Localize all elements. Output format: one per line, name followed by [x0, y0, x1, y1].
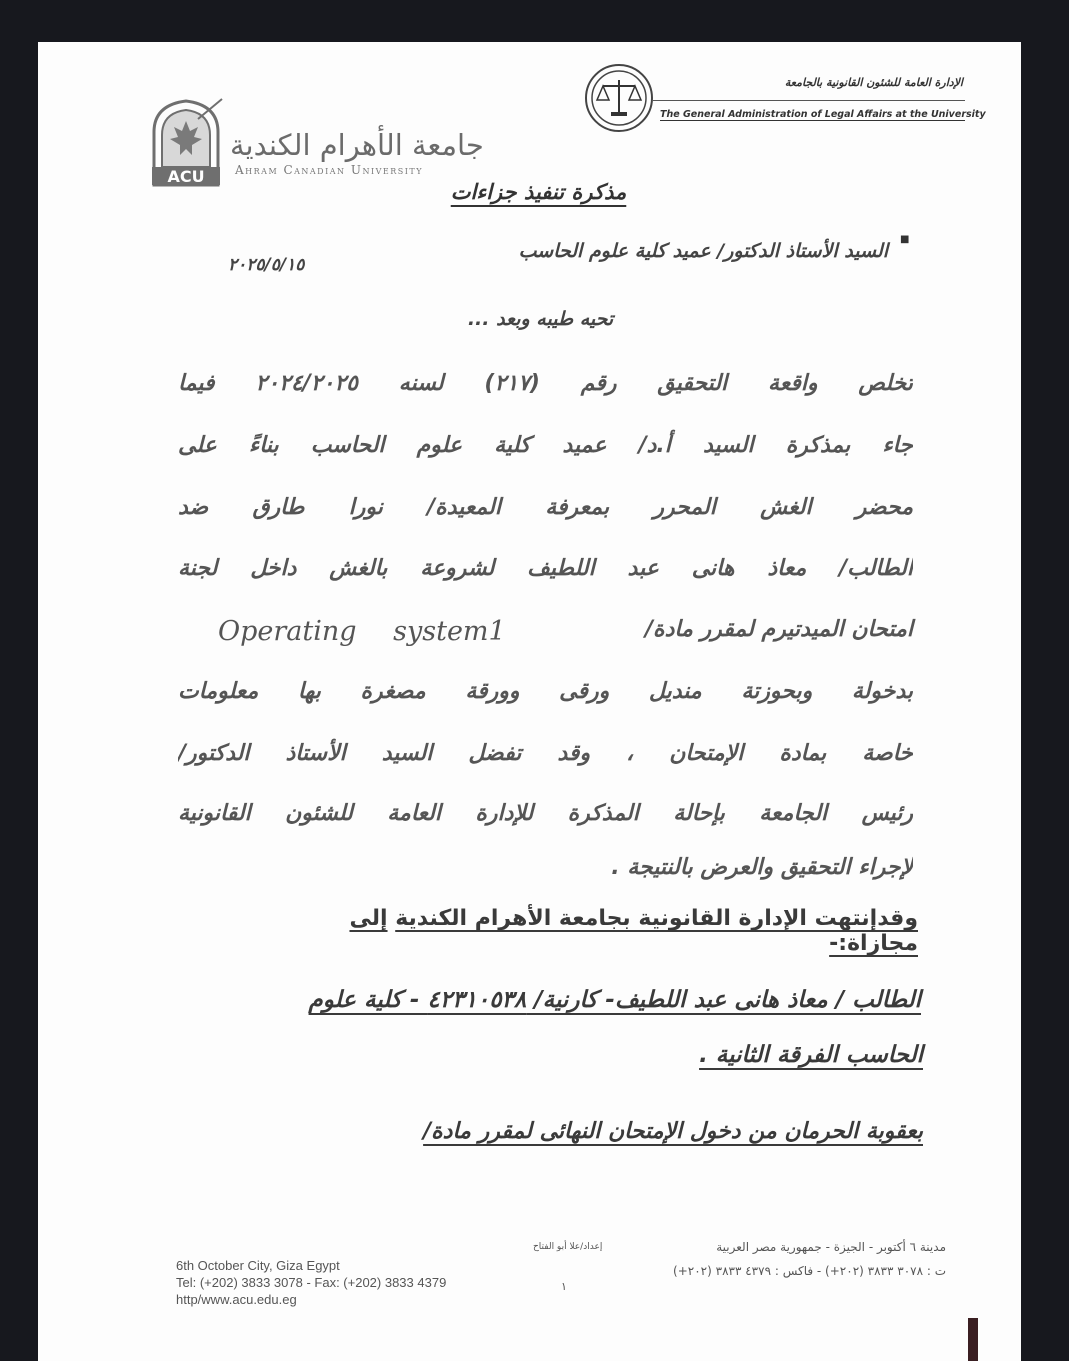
- footer-contact-ar: [628, 1235, 946, 1283]
- body-line: امتحان الميدتيرم لمقرر مادة/: [645, 617, 913, 642]
- university-name-en: Ahram Canadian University: [235, 163, 424, 177]
- course-name: Operating system1: [218, 616, 506, 647]
- footer-address-en: 6th October City, Giza Egypt: [176, 1258, 340, 1273]
- document-page: [38, 42, 1021, 1361]
- body-line: لإجراء التحقيق والعرض بالنتيجة .: [611, 855, 913, 880]
- decision-intro: [348, 906, 918, 956]
- body-line: خاصة بمادة الإمتحان ، وقد تفضل السيد الأستاذ الدكتور/: [178, 741, 913, 766]
- page-edge: [968, 1318, 978, 1361]
- body-line: الطالب/ معاذ هانى عبد اللطيف لشروعة بالغش داخل لجنة: [178, 556, 913, 581]
- greeting: تحيه طيبه وبعد ...: [467, 308, 614, 330]
- footer-contact-en: [176, 1257, 446, 1308]
- legal-admin-ar: الإدارة العامة للشئون القانونية بالجامعة: [784, 76, 963, 89]
- logo-text: ACU: [167, 167, 205, 186]
- legal-admin-en: The General Administration of Legal Affairs at the University: [660, 109, 986, 120]
- decision-intro-text: وقدإنتهت الإدارة القانونية بجامعة الأهرام الكندية: [395, 906, 918, 931]
- footer-phone-en: Tel: (+202) 3833 3078 - Fax: (+202) 3833 4379: [176, 1275, 447, 1290]
- body-line: تخلص واقعة التحقيق رقم (٢١٧) لسنه ٢٠٢٤/٢٠٢٥ فيما: [178, 371, 913, 396]
- body-line: محضر الغش المحرر بمعرفة المعيدة/ نورا طارق ضد: [178, 495, 913, 520]
- penalty: بعقوبة الحرمان من دخول الإمتحان النهائى لمقرر مادة/: [423, 1119, 923, 1144]
- memo-title: مذكرة تنفيذ جزاءات: [450, 180, 627, 204]
- page-number: ١: [561, 1280, 567, 1293]
- footer-web: http/www.acu.edu.eg: [176, 1292, 297, 1307]
- memo-date: ٢٠٢٥/٥/١٥: [228, 255, 305, 275]
- body-line: بدخولة وبحوزتة منديل ورقى وورقة مصغرة بها معلومات: [178, 679, 913, 704]
- footer-address-ar: مدينة ٦ أكتوبر - الجيزة - جمهورية مصر العربية: [716, 1240, 946, 1254]
- student-line: الطالب / معاذ هانى عبد اللطيف- كارنية/ ٤٢٣١٠٥٣٨ - كلية علوم: [308, 987, 921, 1013]
- footer-phone-ar: ت : ٣٠٧٨ ٣٨٣٣ (٢٠٢+) - فاكس : ٤٣٧٩ ٣٨٣٣ (٢٠٢+): [673, 1264, 946, 1278]
- university-name-ar: جامعة الأهرام الكندية: [230, 128, 484, 162]
- body-line: جاء بمذكرة السيد أ.د/ عميد كلية علوم الحاسب بناءً على: [178, 433, 913, 458]
- header-divider: [653, 100, 965, 101]
- acu-logo: [146, 97, 226, 187]
- prepared-by: إعداد/علا أبو الفتاح: [533, 1242, 603, 1252]
- scales-of-justice-icon: [583, 62, 655, 134]
- addressee: السيد الأستاذ الدكتور/ عميد كلية علوم الحاسب: [518, 240, 888, 262]
- body-line: رئيس الجامعة بإحالة المذكرة للإدارة العامة للشئون القانونية: [178, 801, 913, 826]
- decision-intro-text: إلى مجازاة:-: [349, 906, 918, 956]
- bullet-icon: ■: [900, 234, 910, 245]
- student-line: الحاسب الفرقة الثانية .: [699, 1042, 923, 1068]
